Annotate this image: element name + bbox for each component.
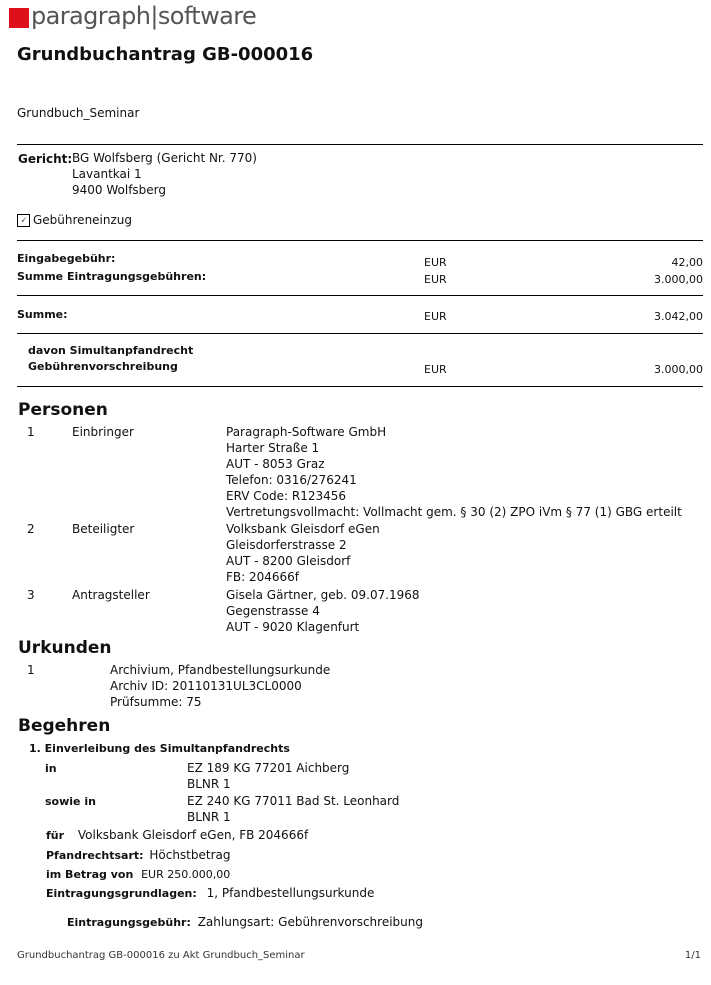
urkunde-line: Archivium, Pfandbestellungsurkunde: [110, 663, 331, 677]
gericht-line: 9400 Wolfsberg: [72, 183, 167, 197]
eingabegebuehr-currency: EUR: [424, 256, 447, 269]
page-number: 1/1: [684, 950, 701, 961]
pfandrechtsart-label: Pfandrechtsart:: [46, 849, 144, 862]
gebuehrenvorschreibung-label: Gebührenvorschreibung: [28, 360, 178, 373]
urkunde-details: [110, 662, 330, 710]
urkunden-heading: Urkunden: [18, 638, 112, 658]
person-line: AUT - 9020 Klagenfurt: [226, 620, 360, 634]
davon-label: davon Simultanpfandrecht: [28, 344, 194, 357]
eingabegebuehr-label: Eingabegebühr:: [17, 252, 116, 265]
grundlagen-label: Eintragungsgrundlagen:: [46, 887, 197, 900]
gericht-label: Gericht:: [18, 152, 73, 166]
gericht-line: BG Wolfsberg (Gericht Nr. 770): [72, 151, 257, 165]
person-details: [226, 521, 380, 585]
fuer-row: [46, 828, 308, 842]
summe-label: Summe:: [17, 308, 68, 321]
urkunde-nr: 1: [27, 663, 35, 677]
person-role: Einbringer: [72, 425, 134, 439]
person-nr: 3: [27, 588, 35, 602]
person-role: Antragsteller: [72, 588, 150, 602]
akt-name: Grundbuch_Seminar: [17, 106, 140, 120]
sowie-label: sowie in: [45, 795, 96, 808]
person-line: AUT - 8200 Gleisdorf: [226, 554, 351, 568]
person-line: Volksbank Gleisdorf eGen: [226, 522, 380, 536]
person-line: Vertretungsvollmacht: Vollmacht gem. § 30 (2) ZPO iVm § 77 (1) GBG erteilt: [226, 505, 682, 519]
gebuehreneinzug-row: [17, 213, 132, 227]
footer-text: Grundbuchantrag GB-000016 zu Akt Grundbuch_Seminar: [17, 950, 305, 961]
person-line: Gegenstrasse 4: [226, 604, 320, 618]
person-line: FB: 204666f: [226, 570, 300, 584]
gericht-address: [72, 150, 257, 198]
begehren-heading: Begehren: [18, 716, 111, 736]
logo-brand: paragraph: [31, 2, 151, 30]
page-title: Grundbuchantrag GB-000016: [17, 44, 314, 65]
fuer-label: für: [46, 829, 65, 842]
in-line: BLNR 1: [187, 777, 231, 791]
person-line: ERV Code: R123456: [226, 489, 347, 503]
in-label: in: [45, 762, 57, 775]
fuer-value: Volksbank Gleisdorf eGen, FB 204666f: [77, 828, 309, 842]
pfandrechtsart-value: Höchstbetrag: [149, 848, 231, 862]
gebuehreneinzug-label: Gebühreneinzug: [33, 213, 133, 227]
davon-currency: EUR: [424, 363, 447, 376]
personen-heading: Personen: [18, 400, 108, 420]
divider: [17, 240, 703, 241]
betrag-row: [46, 867, 230, 881]
urkunde-line: Prüfsumme: 75: [110, 695, 202, 709]
eintragungsgebuehren-label: Summe Eintragungsgebühren:: [17, 270, 207, 283]
begehren-item-title: 1. Einverleibung des Simultanpfandrechts: [29, 742, 290, 755]
summe-amount: 3.042,00: [654, 310, 703, 323]
gericht-line: Lavantkai 1: [72, 167, 142, 181]
person-line: Paragraph-Software GmbH: [226, 425, 387, 439]
divider: [17, 295, 703, 296]
person-line: Telefon: 0316/276241: [226, 473, 357, 487]
in-details: [187, 760, 349, 792]
sowie-line: BLNR 1: [187, 810, 231, 824]
in-line: EZ 189 KG 77201 Aichberg: [187, 761, 350, 775]
gebuehr-value: Zahlungsart: Gebührenvorschreibung: [197, 915, 423, 929]
urkunde-line: Archiv ID: 20110131UL3CL0000: [110, 679, 302, 693]
person-line: Gisela Gärtner, geb. 09.07.1968: [226, 588, 420, 602]
person-details: [226, 424, 682, 520]
eingabegebuehr-amount: 42,00: [671, 256, 703, 269]
person-nr: 2: [27, 522, 35, 536]
logo-separator: |: [150, 2, 158, 30]
grundlagen-value: 1, Pfandbestellungsurkunde: [206, 886, 375, 900]
person-details: [226, 587, 420, 635]
logo-product: software: [157, 2, 257, 30]
betrag-label: im Betrag von: [46, 868, 134, 881]
betrag-value: EUR 250.000,00: [141, 868, 231, 881]
person-nr: 1: [27, 425, 35, 439]
gebuehr-label: Eintragungsgebühr:: [67, 916, 191, 929]
pfandrechtsart-row: [46, 848, 231, 862]
eintragungsgebuehren-amount: 3.000,00: [654, 273, 703, 286]
gebuehreneinzug-checkbox[interactable]: 🗸: [17, 214, 30, 227]
eintragungsgebuehren-currency: EUR: [424, 273, 447, 286]
sowie-line: EZ 240 KG 77011 Bad St. Leonhard: [187, 794, 400, 808]
sowie-details: [187, 793, 399, 825]
person-role: Beteiligter: [72, 522, 135, 536]
davon-amount: 3.000,00: [654, 363, 703, 376]
grundlagen-row: [46, 886, 374, 900]
divider: [17, 144, 703, 145]
divider: [17, 333, 703, 334]
divider: [17, 386, 703, 387]
person-line: AUT - 8053 Graz: [226, 457, 325, 471]
person-line: Harter Straße 1: [226, 441, 320, 455]
gebuehr-row: [67, 915, 423, 929]
logo-square: [9, 8, 29, 28]
summe-currency: EUR: [424, 310, 447, 323]
person-line: Gleisdorferstrasse 2: [226, 538, 347, 552]
company-logo: [9, 2, 256, 30]
